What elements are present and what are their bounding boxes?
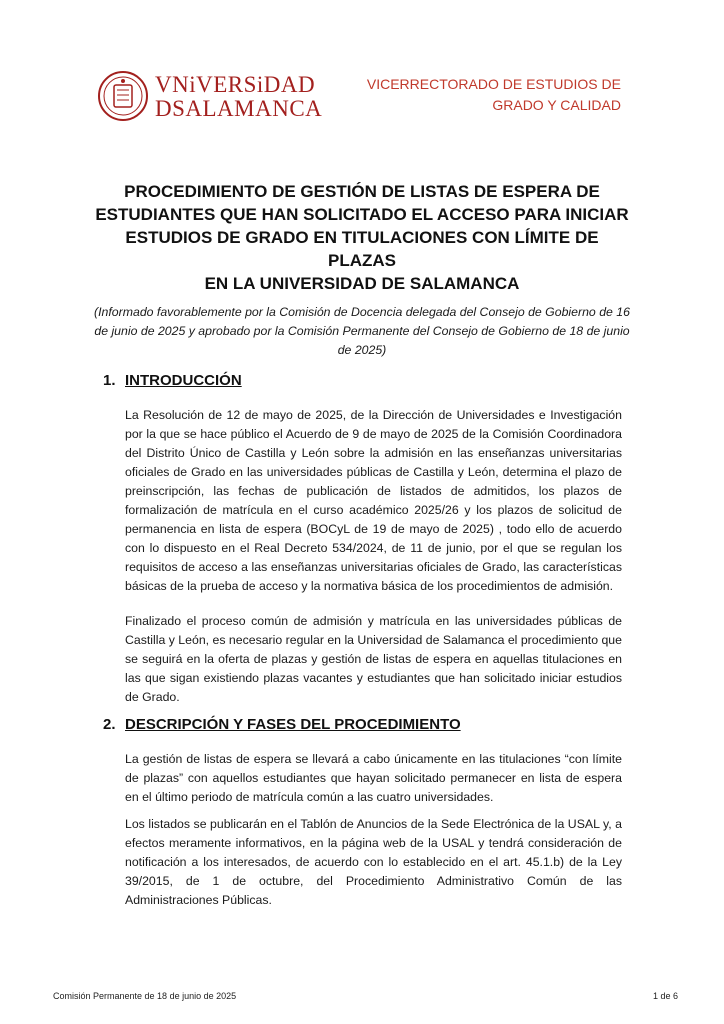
logo-text-line2: DSALAMANCA xyxy=(155,96,323,121)
section-title: DESCRIPCIÓN Y FASES DEL PROCEDIMIENTO xyxy=(125,716,461,733)
section-title: INTRODUCCIÓN xyxy=(125,372,242,389)
paragraph: Finalizado el proceso común de admisión y matrícula en las universidades públicas de Castilla y León, es necesario regular en la Universidad de Salamanca el procedimiento que se seguirá en la oferta de plazas y gestión de listas de espera en aquellas titulaciones en las que sigan existiendo plazas vacantes y estudiantes que han solicitado iniciar estudios de Grado. xyxy=(125,614,622,704)
section-number: 1. xyxy=(103,372,116,389)
vicerrectorado-line1: VICERRECTORADO DE ESTUDIOS DE xyxy=(366,76,621,92)
vicerrectorado-line2: GRADO Y CALIDAD xyxy=(492,97,621,113)
approval-note: (Informado favorablemente por la Comisión de Docencia delegada del Consejo de Gobierno de 16 de junio de 2025 y aprobado por la Comisión Permanente del Consejo de Gobierno de 18 de junio de 2025) xyxy=(94,305,630,357)
logo-text-line1: VNiVERSiDAD xyxy=(155,72,316,97)
document-title xyxy=(94,180,630,295)
paragraph: Los listados se publicarán en el Tablón de Anuncios de la Sede Electrónica de la USAL y, a efectos meramente informativos, en la página web de la USAL y tendrá consideración de notificación a los interesados, de acuerdo con lo establecido en el art. 45.1.b) de la Ley 39/2015, de 1 de octubre, del Procedimiento Administrativo Común de las Administraciones Públicas. xyxy=(125,817,622,907)
title-line2: ESTUDIANTES QUE HAN SOLICITADO EL ACCESO PARA INICIAR xyxy=(95,205,629,224)
title-line1: PROCEDIMIENTO DE GESTIÓN DE LISTAS DE ESPERA DE xyxy=(124,182,600,201)
title-line4: EN LA UNIVERSIDAD DE SALAMANCA xyxy=(204,274,520,293)
title-line3: ESTUDIOS DE GRADO EN TITULACIONES CON LÍMITE DE PLAZAS xyxy=(125,228,599,270)
footer-page-number: 1 de 6 xyxy=(652,991,678,1001)
university-seal-icon xyxy=(97,70,149,122)
paragraph: La Resolución de 12 de mayo de 2025, de la Dirección de Universidades e Investigación por la que se hace público el Acuerdo de 9 de mayo de 2025 de la Comisión Coordinadora del Distrito Único de Castilla y León sobre la admisión en las enseñanzas universitarias oficiales de Grado en las universidades públicas de Castilla y León, determina el plazo de preinscripción, las fechas de publicación de listados de admitidos, los plazos de formalización de matrícula en el curso académico 2025/26 y los plazos de solicitud de permanencia en lista de espera (BOCyL de 19 de mayo de 2025) , todo ello de acuerdo con lo dispuesto en el Real Decreto 534/2024, de 11 de junio, por el que se regulan los requisitos de acceso a las enseñanzas universitarias oficiales de Grado, las características básicas de la prueba de acceso y la normativa básica de los procedimientos de admisión. xyxy=(125,408,622,593)
section-number: 2. xyxy=(103,716,116,733)
section-heading-descripcion xyxy=(103,716,461,733)
paragraph: La gestión de listas de espera se llevará a cabo únicamente en las titulaciones “con límite de plazas” con aquellos estudiantes que hayan solicitado permanecer en lista de espera en el último periodo de matrícula común a las cuatro universidades. xyxy=(125,752,622,804)
university-logo xyxy=(97,70,323,126)
section-heading-introduccion xyxy=(103,372,242,389)
footer-commission-date: Comisión Permanente de 18 de junio de 2025 xyxy=(53,991,237,1001)
vicerrectorado-header xyxy=(361,74,621,116)
